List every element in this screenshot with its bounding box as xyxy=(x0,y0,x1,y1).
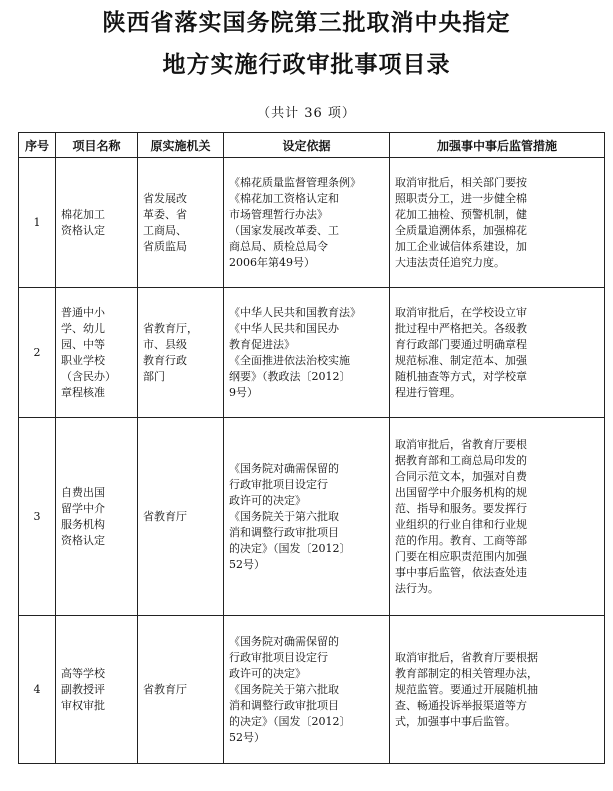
header-no: 序号 xyxy=(19,133,56,158)
supervision-measures: 取消审批后，省教育厅要根据 教育部制定的相关管理办法， 规范监管。要通过开展随机抽 查、畅通投诉举报渠道等方 式，加强事中事后监管。 xyxy=(390,616,605,764)
item-name: 普通中小 学、幼儿 园、中等 职业学校 （含民办） 章程核准 xyxy=(56,288,138,418)
header-legal-basis: 设定依据 xyxy=(224,133,390,158)
header-supervision-measures: 加强事中事后监管措施 xyxy=(390,133,605,158)
header-original-agency: 原实施机关 xyxy=(138,133,224,158)
original-agency: 省发展改 革委、省 工商局、 省质监局 xyxy=(138,158,224,288)
item-name: 棉花加工 资格认定 xyxy=(56,158,138,288)
table-header-row xyxy=(19,133,605,158)
table-row xyxy=(19,616,605,764)
original-agency: 省教育厅 xyxy=(138,616,224,764)
supervision-measures: 取消审批后，省教育厅要根 据教育部和工商总局印发的 合同示范文本，加强对自费 出国留学中介服务机构的规 范、指导和服务。要发挥行 业组织的行业自律和行业规 范的作用。教育、工商等部 门要在相应职责范围内加强 事中事后监管，依法查处违 法行为。 xyxy=(390,418,605,616)
table-row xyxy=(19,418,605,616)
original-agency: 省教育厅， 市、县级 教育行政 部门 xyxy=(138,288,224,418)
table-row xyxy=(19,288,605,418)
row-number: 2 xyxy=(19,288,56,418)
document-title-line-2: 地方实施行政审批事项目录 xyxy=(162,52,451,78)
supervision-measures: 取消审批后，在学校设立审 批过程中严格把关。各级教 育行政部门要通过明确章程 规范标准、制定范本、加强 随机抽查等方式，对学校章 程进行管理。 xyxy=(390,288,605,418)
item-count-note: （共计 36 项） xyxy=(257,106,356,121)
item-name: 自费出国 留学中介 服务机构 资格认定 xyxy=(56,418,138,616)
supervision-measures: 取消审批后，相关部门要按 照职责分工，进一步健全棉 花加工抽检、预警机制，健 全质量追溯体系，加强棉花 加工企业诚信体系建设，加 大违法责任追究力度。 xyxy=(390,158,605,288)
original-agency: 省教育厅 xyxy=(138,418,224,616)
approval-items-table xyxy=(18,132,605,764)
item-name: 高等学校 副教授评 审权审批 xyxy=(56,616,138,764)
legal-basis: 《中华人民共和国教育法》 《中华人民共和国民办 教育促进法》 《全面推进依法治校实施 纲要》（教政法〔2012〕 9号） xyxy=(224,288,390,418)
row-number: 3 xyxy=(19,418,56,616)
legal-basis: 《国务院对确需保留的 行政审批项目设定行 政许可的决定》 《国务院关于第六批取 消和调整行政审批项目 的决定》（国发〔2012〕 52号） xyxy=(224,418,390,616)
table-row xyxy=(19,158,605,288)
row-number: 4 xyxy=(19,616,56,764)
header-item-name: 项目名称 xyxy=(56,133,138,158)
legal-basis: 《国务院对确需保留的 行政审批项目设定行 政许可的决定》 《国务院关于第六批取 消和调整行政审批项目 的决定》（国发〔2012〕 52号） xyxy=(224,616,390,764)
row-number: 1 xyxy=(19,158,56,288)
document-title-line-1: 陕西省落实国务院第三批取消中央指定 xyxy=(102,10,511,36)
legal-basis: 《棉花质量监督管理条例》 《棉花加工资格认定和 市场管理暂行办法》 （国家发展改革委、工 商总局、质检总局令 2006年第49号） xyxy=(224,158,390,288)
